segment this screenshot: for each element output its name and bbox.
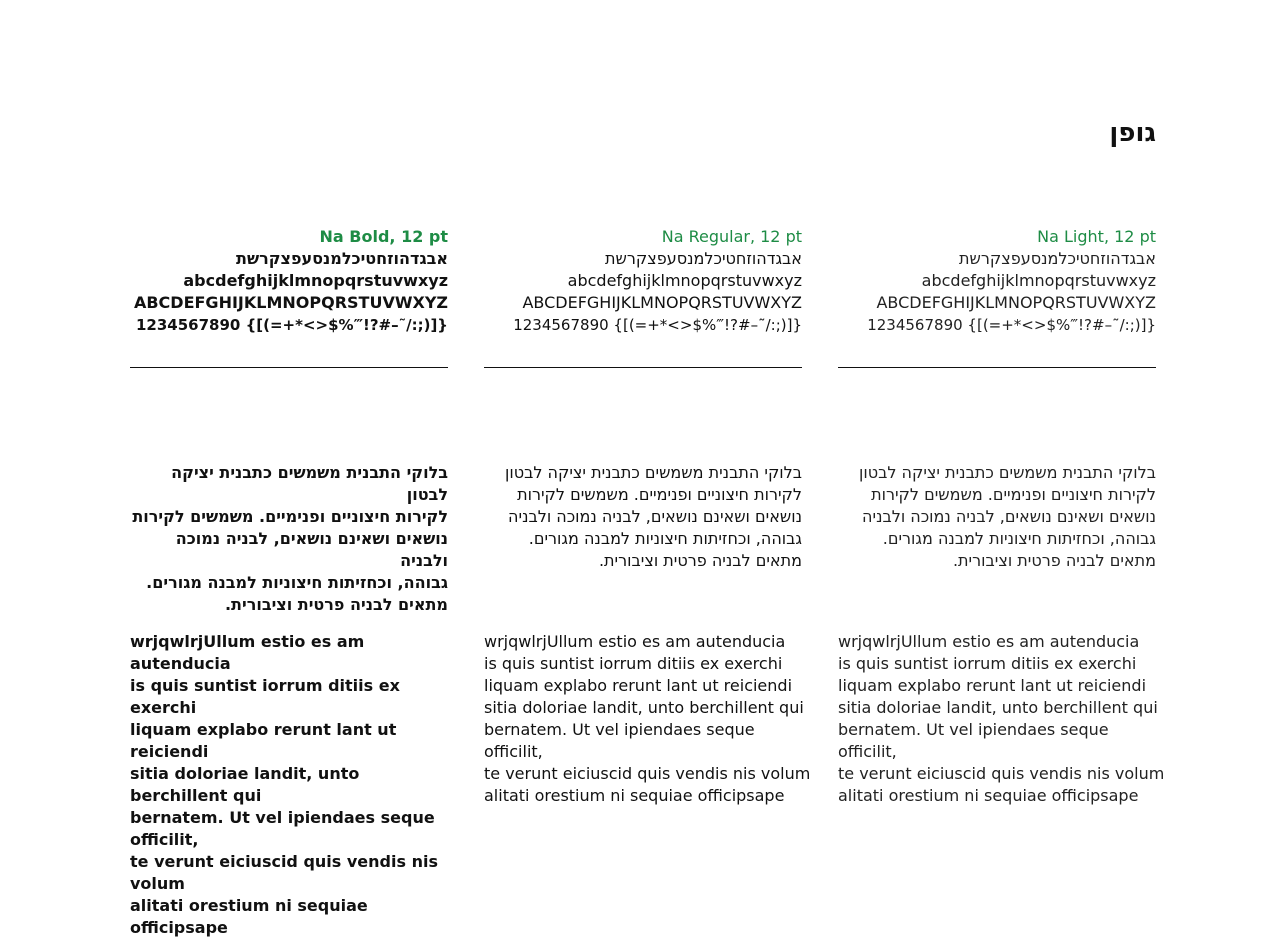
specimen-block (838, 226, 1156, 336)
lowercase-alphabet: abcdefghijklmnopqrstuvwxyz (567, 271, 802, 290)
hebrew-paragraph: בלוקי התבנית משמשים כתבנית יציקה לבטון לקירות חיצוניים ופנימיים. משמשים לקירות נושאים ושאינם נושאים, לבניה נמוכה ולבניה גבוהה, וכחזיתות חיצוניות למבנה מגורים. מתאים לבניה פרטית וציבורית. (859, 463, 1156, 570)
divider (838, 367, 1156, 368)
hebrew-alphabet: אבגדהוזחטיכלמנסעפצקרשת (605, 249, 802, 268)
digits-symbols: 1234567890 {[(=+*<>$%‴!?#–˜/:;)]} (513, 316, 802, 334)
font-name: Na Bold, 12 pt (319, 227, 448, 246)
hebrew-alphabet: אבגדהוזחטיכלמנסעפצקרשת (236, 249, 448, 268)
divider (484, 367, 802, 368)
lowercase-alphabet: abcdefghijklmnopqrstuvwxyz (921, 271, 1156, 290)
latin-paragraph: wrjqwlrjUllum estio es am autenducia is quis suntist iorrum ditiis ex exerchi liquam explabo rerunt lant ut reiciendi sitia doloriae landit, unto berchillent qui bernatem. Ut vel ipiendaes seque officilit, te verunt eiciuscid quis vendis nis volum alitati orestium ni sequiae officipsape (484, 632, 811, 805)
hebrew-paragraph: בלוקי התבנית משמשים כתבנית יציקה לבטון לקירות חיצוניים ופנימיים. משמשים לקירות נושאים ושאינם נושאים, לבניה נמוכה ולבניה גבוהה, וכחזיתות חיצוניות למבנה מגורים. מתאים לבניה פרטית וציבורית. (132, 463, 448, 614)
latin-paragraph: wrjqwlrjUllum estio es am autenducia is quis suntist iorrum ditiis ex exerchi liquam explabo rerunt lant ut reiciendi sitia doloriae landit, unto berchillent qui bernatem. Ut vel ipiendaes seque officilit, te verunt eiciuscid quis vendis nis volum alitati orestium ni sequiae officipsape (130, 632, 438, 937)
latin-paragraph: wrjqwlrjUllum estio es am autenducia is quis suntist iorrum ditiis ex exerchi liquam explabo rerunt lant ut reiciendi sitia doloriae landit, unto berchillent qui bernatem. Ut vel ipiendaes seque officilit, te verunt eiciuscid quis vendis nis volum alitati orestium ni sequiae officipsape (838, 632, 1165, 805)
digits-symbols: 1234567890 {[(=+*<>$%‴!?#–˜/:;)]} (136, 316, 448, 334)
uppercase-alphabet: ABCDEFGHIJKLMNOPQRSTUVWXYZ (876, 293, 1156, 312)
lowercase-alphabet: abcdefghijklmnopqrstuvwxyz (183, 271, 448, 290)
uppercase-alphabet: ABCDEFGHIJKLMNOPQRSTUVWXYZ (133, 293, 448, 312)
hebrew-alphabet: אבגדהוזחטיכלמנסעפצקרשת (959, 249, 1156, 268)
uppercase-alphabet: ABCDEFGHIJKLMNOPQRSTUVWXYZ (522, 293, 802, 312)
font-name: Na Regular, 12 pt (661, 227, 802, 246)
specimen-block (484, 226, 802, 336)
divider (130, 367, 448, 368)
digits-symbols: 1234567890 {[(=+*<>$%‴!?#–˜/:;)]} (867, 316, 1156, 334)
font-name: Na Light, 12 pt (1037, 227, 1156, 246)
hebrew-paragraph: בלוקי התבנית משמשים כתבנית יציקה לבטון לקירות חיצוניים ופנימיים. משמשים לקירות נושאים ושאינם נושאים, לבניה נמוכה ולבניה גבוהה, וכחזיתות חיצוניות למבנה מגורים. מתאים לבניה פרטית וציבורית. (505, 463, 802, 570)
specimen-block (130, 226, 448, 336)
page-title: גופן (1109, 118, 1156, 148)
